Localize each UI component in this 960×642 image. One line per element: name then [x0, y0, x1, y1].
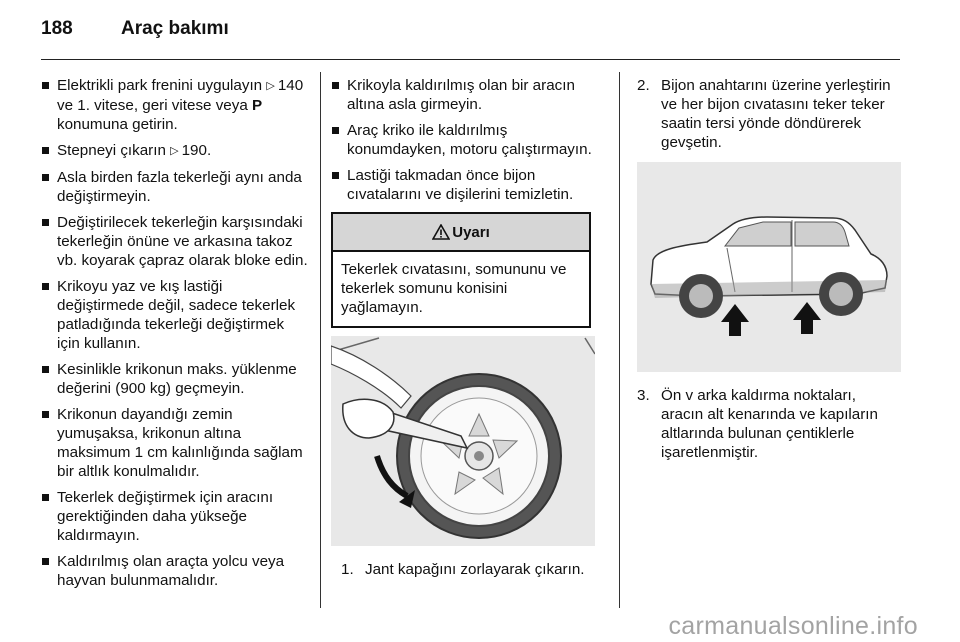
- list-item: Krikoyla kaldırılmış olan bir aracın altına asla girmeyin.: [331, 76, 603, 114]
- step-3: [637, 386, 901, 462]
- page-header: [41, 18, 229, 48]
- column-divider-1: [320, 72, 321, 608]
- step-text: Jant kapağını zorlayarak çıkarın.: [365, 561, 585, 578]
- list-item: Krikonun dayandığı zemin yumuşaksa, krikonun altına maksimum 1 cm kalınlığında sağlam bir altlık konulmalıdır.: [41, 405, 309, 481]
- list-item: Asla birden fazla tekerleği aynı anda değiştirmeyin.: [41, 168, 309, 206]
- warning-triangle-icon: [432, 224, 450, 240]
- car-illustration: [637, 162, 901, 372]
- column-2: [331, 76, 603, 579]
- page-reference-icon: ▷: [266, 80, 275, 92]
- vehicle-lifting-points-illustration: [637, 162, 901, 372]
- list-item: Krikoyu yaz ve kış lastiği değiştirmede değil, sadece tekerlek patladığında tekerleği değiştirmek için kullanın.: [41, 277, 309, 353]
- list-item: Elektrikli park frenini uygulayın ▷ 140 ve 1. vitese, geri vitese veya P konumuna getirin.: [41, 76, 309, 134]
- step-number: 2.: [637, 77, 650, 94]
- column-1: [41, 76, 309, 597]
- column-divider-2: [619, 72, 620, 608]
- page-reference-link[interactable]: 190: [181, 142, 207, 159]
- step-number: 3.: [637, 387, 650, 404]
- step-1: [331, 560, 603, 579]
- list-item: Kesinlikle krikonun maks. yüklenme değerini (900 kg) geçmeyin.: [41, 360, 309, 398]
- warning-text: Tekerlek cıvatasını, somununu ve tekerlek somunu konisini yağlamayın.: [341, 261, 567, 316]
- step-text: Ön v arka kaldırma noktaları, aracın alt kenarında ve kapıların altlarında bulunan çentiklerle işaretlenmiştir.: [661, 387, 878, 461]
- page-reference-link[interactable]: 140: [277, 77, 304, 94]
- watermark: carmanualsonline.info: [668, 612, 918, 640]
- precaution-list: [41, 76, 309, 590]
- section-title: Araç bakımı: [121, 18, 229, 39]
- step-text: Bijon anahtarını üzerine yerleştirin ve her bijon cıvatasını teker teker saatin tersi yönde döndürerek gevşetin.: [661, 77, 891, 151]
- precaution-list-continued: [331, 76, 603, 204]
- list-item: Tekerlek değiştirmek için aracını gerektiğinden daha yükseğe kaldırmayın.: [41, 488, 309, 545]
- step-2: [637, 76, 901, 152]
- header-rule: [41, 59, 900, 60]
- list-item: Değiştirilecek tekerleğin karşısındaki tekerleğin önüne ve arkasına takoz vb. koyarak çapraz olarak bloke edin.: [41, 213, 309, 270]
- list-item: Araç kriko ile kaldırılmış konumdayken, motoru çalıştırmayın.: [331, 121, 603, 159]
- warning-title: Uyarı: [452, 223, 490, 241]
- wheel-cover-removal-illustration: [331, 336, 595, 546]
- column-3: [637, 76, 901, 462]
- page-reference-icon: ▷: [170, 145, 179, 157]
- wheel-illustration: [331, 336, 595, 546]
- list-item: Stepneyi çıkarın ▷ 190.: [41, 141, 309, 161]
- page-number: 188: [41, 18, 73, 39]
- warning-header: [333, 214, 589, 252]
- list-item: Lastiği takmadan önce bijon cıvatalarını ve dişilerini temizletin.: [331, 166, 603, 204]
- list-item: Kaldırılmış olan araçta yolcu veya hayvan bulunmamalıdır.: [41, 552, 309, 590]
- warning-box: [331, 212, 591, 328]
- step-number: 1.: [341, 561, 354, 578]
